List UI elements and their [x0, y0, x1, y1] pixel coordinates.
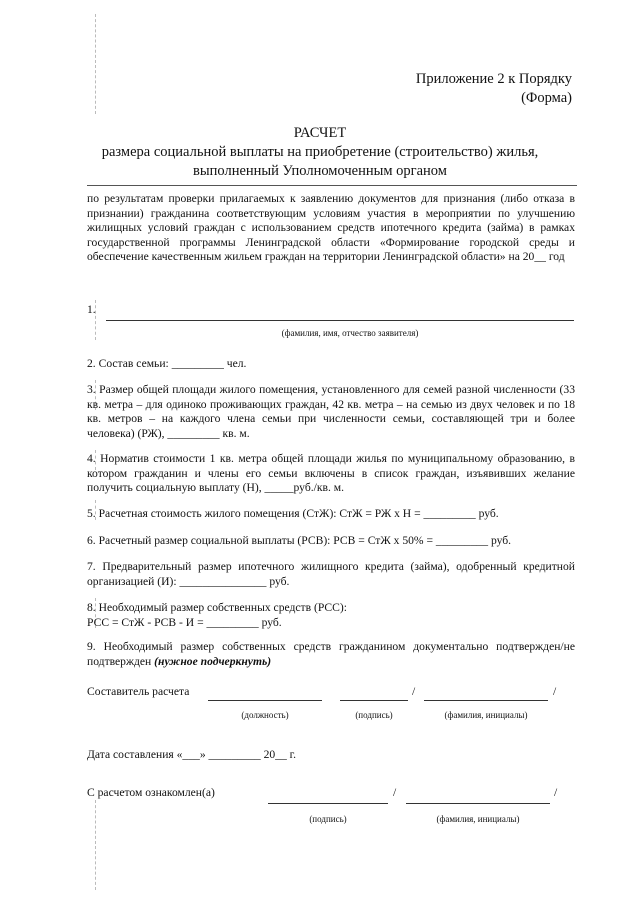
appendix-header [416, 70, 572, 108]
item-2-family-size [87, 357, 575, 372]
item-9-confirmation [87, 640, 575, 669]
margin-guide-line [95, 14, 96, 114]
item-2-suffix: чел. [226, 357, 247, 370]
title-main: РАСЧЕТ [293, 125, 347, 141]
compiler-name-caption: (фамилия, инициалы) [444, 710, 528, 720]
compiler-signature-line [340, 700, 408, 701]
item-8-own-funds [87, 601, 575, 630]
appendix-line: Приложение 2 к Порядку [415, 71, 572, 87]
item-7-mortgage-size: 7. Предварительный размер ипотечного жилищного кредита (займа), одобренный кредитной организацией (И): _______________ руб. [87, 560, 575, 588]
item-2-blank: _________ [171, 357, 224, 370]
compiler-label: Составитель расчета [87, 685, 190, 698]
item-3-area-norm: 3. Размер общей площади жилого помещения, установленного для семей разной численности (33 кв. метра – для одиноко проживающих граждан, 42 кв. метра – на семью из двух человек и по 18 кв. метров – на каждого члена семьи при численности семьи, составляющей три и более человека) (РЖ), _________ кв. м. [87, 383, 575, 440]
acquainted-name-line [406, 803, 550, 804]
item-6-social-payment: 6. Расчетный размер социальной выплаты (РСВ): РСВ = СтЖ х 50% = _________ руб. [87, 534, 512, 547]
document-title [0, 124, 640, 181]
item-9-emphasis: (нужное подчеркнуть) [154, 654, 272, 668]
compiler-position-line [208, 700, 322, 701]
acquainted-label: С расчетом ознакомлен(а) [87, 786, 215, 799]
title-divider [87, 185, 577, 186]
compilation-date: Дата составления «___» _________ 20__ г. [87, 748, 297, 761]
acquainted-signature-caption: (подпись) [309, 814, 347, 824]
item-9-text: 9. Необходимый размер собственных средств гражданином документально подтвержден/не подтвержден [87, 640, 575, 668]
intro-paragraph: по результатам проверки прилагаемых к заявлению документов для признания (либо отказа в признании) гражданина соответствующим условиям участия в мероприятии по улучшению жилищных условий граждан с использованием средств ипотечного кредита (займа) в рамках государственной программы Ленинградской области «Формирование городской среды и обеспечение качественным жильем граждан на территории Ленинградской области» на 20__ год [87, 192, 575, 264]
margin-guide-line [95, 800, 96, 890]
compiler-slash-2: / [553, 685, 557, 698]
applicant-name-caption: (фамилия, имя, отчество заявителя) [281, 328, 419, 338]
acquainted-signature-line [268, 803, 388, 804]
title-subtitle-1: размера социальной выплаты на приобретение (строительство) жилья, [101, 144, 539, 160]
form-label: (Форма) [521, 90, 572, 106]
compiler-name-line [424, 700, 548, 701]
compiler-position-caption: (должность) [241, 710, 289, 720]
acquainted-name-caption: (фамилия, инициалы) [436, 814, 520, 824]
applicant-name-line [106, 320, 574, 321]
item-5-estimated-cost: 5. Расчетная стоимость жилого помещения (СтЖ): СтЖ = РЖ х Н = _________ руб. [87, 507, 499, 520]
title-subtitle-2: выполненный Уполномоченным органом [193, 163, 447, 179]
item-8-line-1: 8. Необходимый размер собственных средств (РСС): [87, 601, 347, 614]
compiler-signature-caption: (подпись) [355, 710, 393, 720]
item-8-line-2: РСС = СтЖ - РСВ - И = _________ руб. [87, 615, 282, 629]
item-2-prefix: 2. Состав семьи: [87, 357, 169, 370]
compiler-slash-1: / [412, 685, 416, 698]
item-1-number: 1. [87, 303, 96, 316]
acquainted-slash-2: / [554, 786, 558, 799]
item-4-price-norm: 4. Норматив стоимости 1 кв. метра общей площади жилья по муниципальному образованию, в котором гражданин и члены его семьи включены в список граждан, изъявивших желание получить социальную выплату (Н), _____руб./кв. м. [87, 452, 575, 495]
acquainted-slash-1: / [393, 786, 397, 799]
